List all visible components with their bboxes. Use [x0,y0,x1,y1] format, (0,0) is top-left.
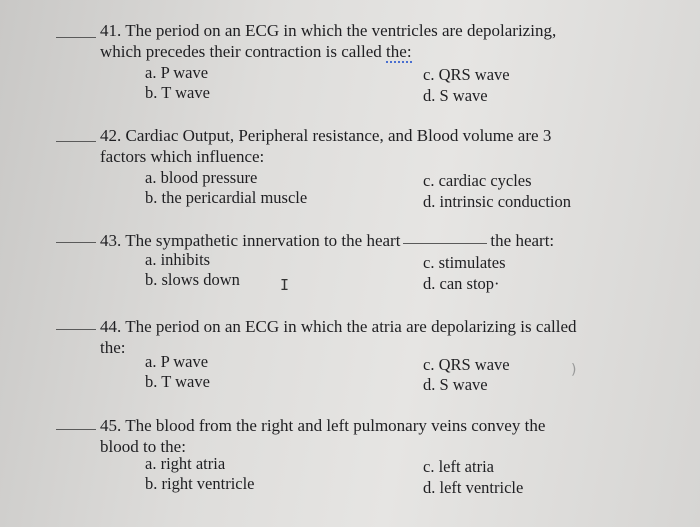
answer-blank-43[interactable] [56,242,96,243]
spellcheck-marked-word: the: [386,42,412,61]
question-44-option-d: d. S wave [423,375,488,394]
question-43-number: 43. [100,231,122,250]
question-41-option-c: c. QRS wave [423,65,510,84]
question-45-option-a: a. right atria [145,454,226,473]
question-43-option-c: c. stimulates [423,253,506,272]
question-42-number: 42. [100,126,122,145]
answer-blank-45[interactable] [56,429,96,430]
question-43-stem [100,230,660,251]
question-41-line2: which precedes their contraction is called [100,42,387,61]
question-42-stem [100,125,620,167]
question-44-line1: The period on an ECG in which the atria are depolarizing is called [125,317,577,336]
question-44-option-c: c. QRS wave [423,355,510,374]
text-cursor-icon: I [280,276,290,294]
question-44-line2: the: [100,338,126,357]
question-45-option-b: b. right ventricle [145,474,255,493]
question-41-option-b: b. T wave [145,83,210,102]
question-41-number: 41. [100,21,122,40]
question-45-number: 45. [100,416,122,435]
question-44-option-a: a. P wave [145,352,209,371]
question-45-option-d: d. left ventricle [423,478,524,497]
question-44-number: 44. [100,317,122,336]
question-43-pre: The sympathetic innervation to the heart [125,231,401,250]
question-45-option-c: c. left atria [423,457,494,476]
answer-blank-41[interactable] [56,37,96,38]
inline-answer-blank-43[interactable] [403,243,487,244]
question-41-option-a: a. P wave [145,63,209,82]
question-42-line2: factors which influence: [100,147,265,166]
question-45-line1: The blood from the right and left pulmonary veins convey the [125,416,546,435]
question-43-post: the heart: [490,231,555,250]
question-42-option-d: d. intrinsic conduction [423,192,572,211]
question-43-option-b: b. slows down [145,270,240,289]
question-45-stem [100,415,660,457]
question-41-stem [100,20,620,62]
question-42-option-b: b. the pericardial muscle [145,188,308,207]
question-41-option-d: d. S wave [423,86,488,105]
question-42-option-a: a. blood pressure [145,168,258,187]
answer-blank-44[interactable] [56,329,96,330]
question-43-option-a: a. inhibits [145,250,211,269]
question-41-line1: The period on an ECG in which the ventricles are depolarizing, [125,21,557,40]
answer-blank-42[interactable] [56,141,96,142]
question-42-option-c: c. cardiac cycles [423,171,532,190]
question-44-option-b: b. T wave [145,372,210,391]
question-45-line2: blood to the: [100,437,186,456]
question-43-option-d: d. can stop· [423,274,500,293]
stray-mark: ) [571,362,577,378]
question-42-line1: Cardiac Output, Peripheral resistance, and Blood volume are 3 [125,126,552,145]
